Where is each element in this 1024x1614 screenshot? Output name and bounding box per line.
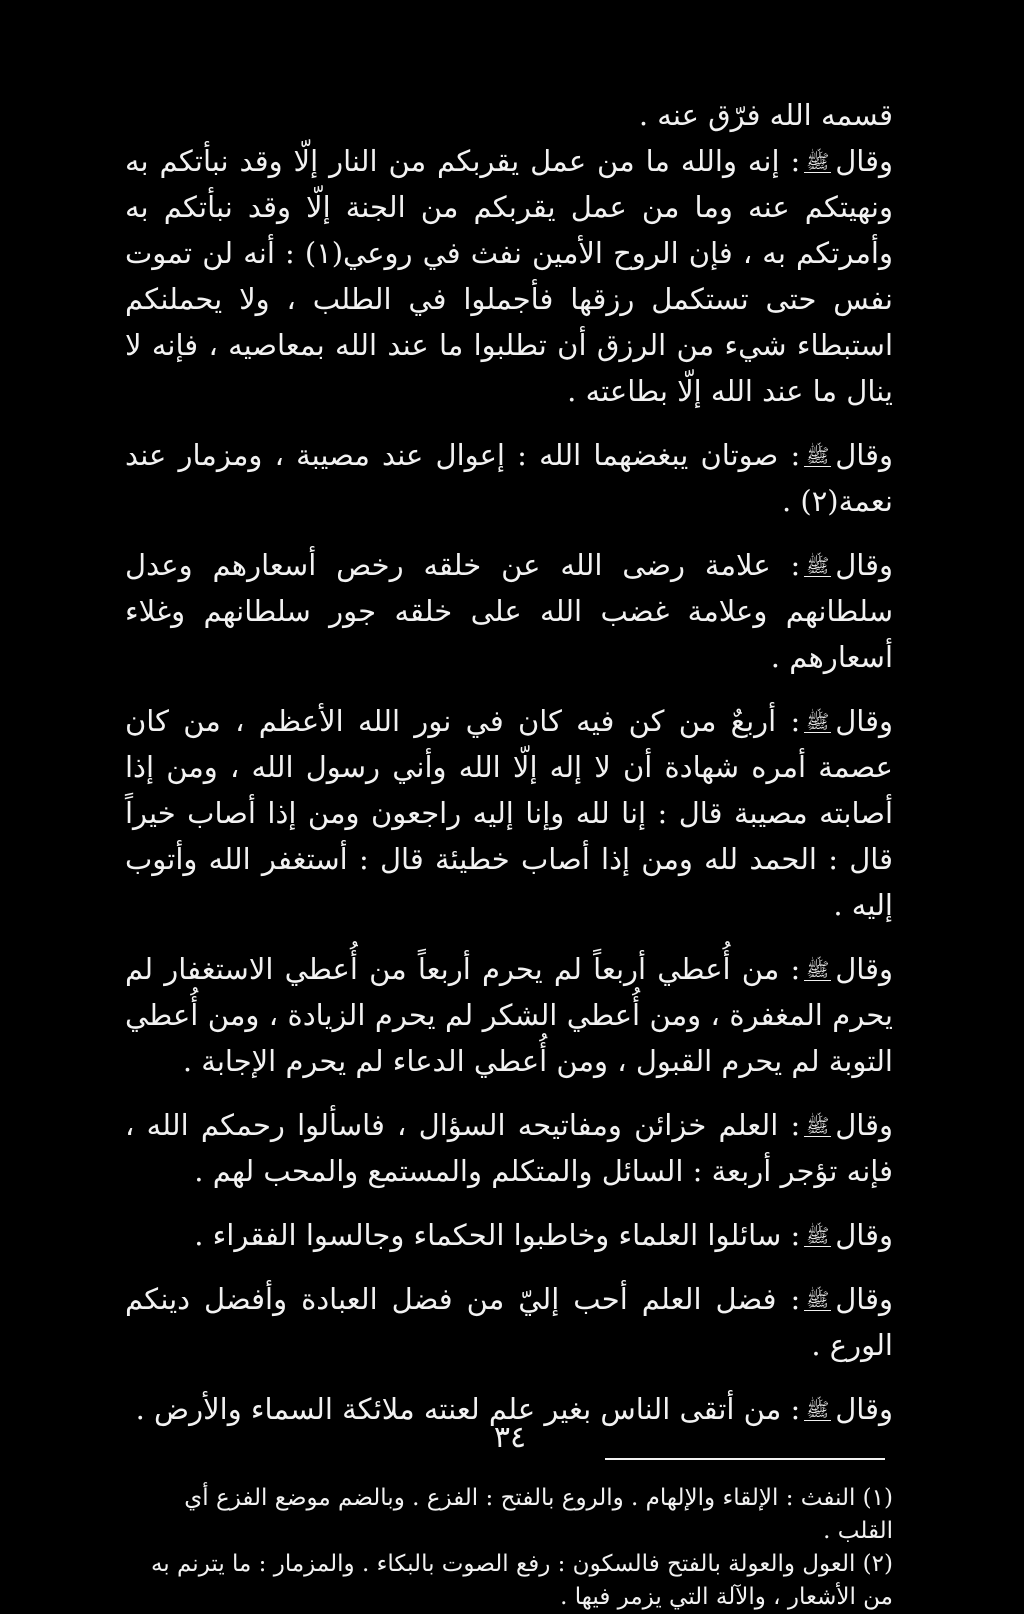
paragraph-7-text: : سائلوا العلماء وخاطبوا الحكماء وجالسوا الفقراء . bbox=[194, 1218, 801, 1252]
main-text bbox=[125, 92, 893, 1432]
paragraph-5-text: : من أُعطي أربعاً لم يحرم أربعاً من أُعطي الاستغفار لم يحرم المغفرة ، ومن أُعطي الشكر لم يحرم الزيادة ، ومن أُعطي التوبة لم يحرم القبول ، ومن أُعطي الدعاء لم يحرم الإجابة . bbox=[125, 952, 893, 1078]
paragraph-7-lead: وقال bbox=[835, 1218, 893, 1252]
paragraph-7 bbox=[125, 1212, 893, 1258]
paragraph-1-lead: وقال bbox=[835, 144, 893, 178]
salawat-icon: ﷺ bbox=[806, 711, 830, 733]
paragraph-5-lead: وقال bbox=[835, 952, 893, 986]
footnotes bbox=[125, 1482, 893, 1614]
paragraph-3-lead: وقال bbox=[835, 548, 893, 582]
paragraph-4-lead: وقال bbox=[835, 704, 893, 738]
paragraph-4 bbox=[125, 698, 893, 928]
salawat-icon: ﷺ bbox=[806, 151, 830, 173]
salawat-icon: ﷺ bbox=[806, 959, 830, 981]
paragraph-1 bbox=[125, 138, 893, 414]
paragraph-4-text: : أربعٌ من كن فيه كان في نور الله الأعظم ، من كان عصمة أمره شهادة أن لا إله إلّا الله وأني رسول الله ، ومن إذا أصابته مصيبة قال : إنا لله وإنا إليه راجعون ومن إذا أصاب خيراً قال : الحمد لله ومن إذا أصاب خطيئة قال : أستغفر الله وأتوب إليه . bbox=[125, 704, 893, 922]
paragraph-9-text: : من أتقى الناس بغير علم لعنته ملائكة السماء والأرض . bbox=[135, 1392, 801, 1426]
paragraph-8-lead: وقال bbox=[835, 1282, 893, 1316]
paragraph-6-text: : العلم خزائن ومفاتيحه السؤال ، فاسألوا رحمكم الله ، فإنه تؤجر أربعة : السائل والمتكلم والمستمع والمحب لهم . bbox=[125, 1108, 893, 1188]
page-number: ٣٤ bbox=[493, 1420, 527, 1455]
paragraph-6-lead: وقال bbox=[835, 1108, 893, 1142]
paragraph-0 bbox=[125, 92, 893, 138]
paragraph-8-text: : فضل العلم أحب إليّ من فضل العبادة وأفضل دينكم الورع . bbox=[125, 1282, 893, 1362]
footnote-2: (٢) العول والعولة بالفتح فالسكون : رفع الصوت بالبكاء . والمزمار : ما يترنم به من الأشعار ، والآلة التي يزمر فيها . bbox=[150, 1551, 893, 1610]
salawat-icon: ﷺ bbox=[806, 1289, 830, 1311]
paragraph-5 bbox=[125, 946, 893, 1084]
paragraph-8 bbox=[125, 1276, 893, 1368]
footnote-1: (١) النفث : الإلقاء والإلهام . والروع بالفتح : الفزع . وبالضم موضع الفزع أي القلب . bbox=[184, 1485, 893, 1544]
salawat-icon: ﷺ bbox=[806, 555, 830, 577]
paragraph-3-text: : علامة رضى الله عن خلقه رخص أسعارهم وعدل سلطانهم وعلامة غضب الله على خلقه جور سلطانهم وغلاء أسعارهم . bbox=[125, 548, 893, 674]
salawat-icon: ﷺ bbox=[806, 1115, 830, 1137]
paragraph-6 bbox=[125, 1102, 893, 1194]
salawat-icon: ﷺ bbox=[806, 1225, 830, 1247]
paragraph-0-text: قسمه الله فرّق عنه . bbox=[638, 98, 893, 132]
paragraph-2-lead: وقال bbox=[835, 438, 893, 472]
paragraph-1-text: : إنه والله ما من عمل يقربكم من النار إلّا وقد نبأتكم به ونهيتكم عنه وما من عمل يقربكم من الجنة إلّا وقد نبأتكم به وأمرتكم به ، فإن الروح الأمين نفث في روعي(١) : أنه لن تموت نفس حتى تستكمل رزقها فأجملوا في الطلب ، ولا يحملنكم استبطاء شيء من الرزق أن تطلبوا ما عند الله بمعاصيه ، فإنه لا ينال ما عند الله إلّا بطاعته . bbox=[125, 144, 893, 408]
salawat-icon: ﷺ bbox=[806, 445, 830, 467]
paragraph-9-lead: وقال bbox=[835, 1392, 893, 1426]
paragraph-2 bbox=[125, 432, 893, 524]
salawat-icon: ﷺ bbox=[806, 1399, 830, 1421]
paragraph-3 bbox=[125, 542, 893, 680]
footnote-separator bbox=[605, 1458, 885, 1460]
paragraph-2-text: : صوتان يبغضهما الله : إعوال عند مصيبة ، ومزمار عند نعمة(٢) . bbox=[125, 438, 893, 518]
